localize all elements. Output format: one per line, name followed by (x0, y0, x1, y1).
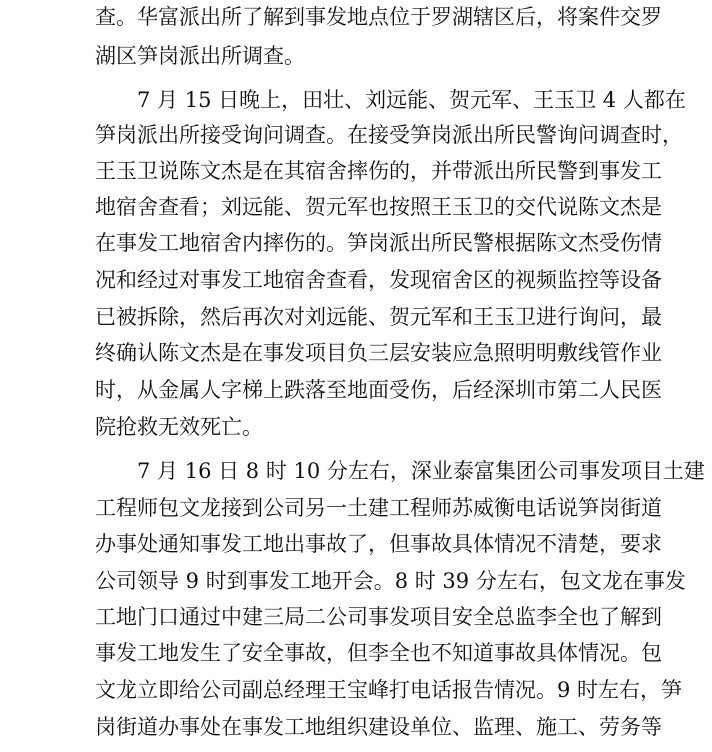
paragraph-2-line-3: 王玉卫说陈文杰是在其宿舍摔伤的，并带派出所民警到事发工 (95, 159, 662, 183)
paragraph-2-line-4: 地宿舍查看；刘远能、贺元军也按照王玉卫的交代说陈文杰是 (95, 195, 662, 219)
paragraph-2-line-6: 况和经过对事发工地宿舍查看，发现宿舍区的视频监控等设备 (95, 268, 662, 292)
paragraph-3-line-3: 办事处通知事发工地出事故了，但事故具体情况不清楚，要求 (95, 532, 662, 556)
paragraph-2-line-8: 终确认陈文杰是在事发项目负三层安装应急照明明敷线管作业 (95, 341, 662, 365)
paragraph-3-line-4: 公司领导 9 时到事发工地开会。8 时 39 分左右，包文龙在事发 (95, 569, 686, 593)
paragraph-2-line-1: 7 月 15 日晚上，田壮、刘远能、贺元军、王玉卫 4 人都在 (137, 88, 686, 112)
paragraph-1-line-2: 湖区笋岗派出所调查。 (95, 44, 305, 68)
paragraph-3-line-1: 7 月 16 日 8 时 10 分左右，深业泰富集团公司事发项目土建 (137, 459, 705, 483)
paragraph-2-line-2: 笋岗派出所接受询问调查。在接受笋岗派出所民警询问调查时， (95, 123, 683, 147)
paragraph-1-line-1: 查。华富派出所了解到事发地点位于罗湖辖区后，将案件交罗 (95, 5, 662, 29)
paragraph-3-line-8: 岗街道办事处在事发工地组织建设单位、监理、施工、劳务等 (95, 715, 662, 739)
paragraph-2-line-9: 时，从金属人字梯上跌落至地面受伤，后经深圳市第二人民医 (95, 378, 662, 402)
paragraph-2-line-5: 在事发工地宿舍内摔伤的。笋岗派出所民警根据陈文杰受伤情 (95, 231, 662, 255)
paragraph-3-line-6: 事发工地发生了安全事故，但李全也不知道事故具体情况。包 (95, 641, 662, 665)
paragraph-2-line-7: 已被拆除，然后再次对刘远能、贺元军和王玉卫进行询问，最 (95, 305, 662, 329)
paragraph-3-line-5: 工地门口通过中建三局二公司事发项目安全总监李全也了解到 (95, 605, 662, 629)
paragraph-3-line-7: 文龙立即给公司副总经理王宝峰打电话报告情况。9 时左右，笋 (95, 678, 683, 702)
paragraph-3-line-2: 工程师包文龙接到公司另一土建工程师苏威衡电话说笋岗街道 (95, 496, 662, 520)
paragraph-2-line-10: 院抢救无效死亡。 (95, 415, 263, 439)
